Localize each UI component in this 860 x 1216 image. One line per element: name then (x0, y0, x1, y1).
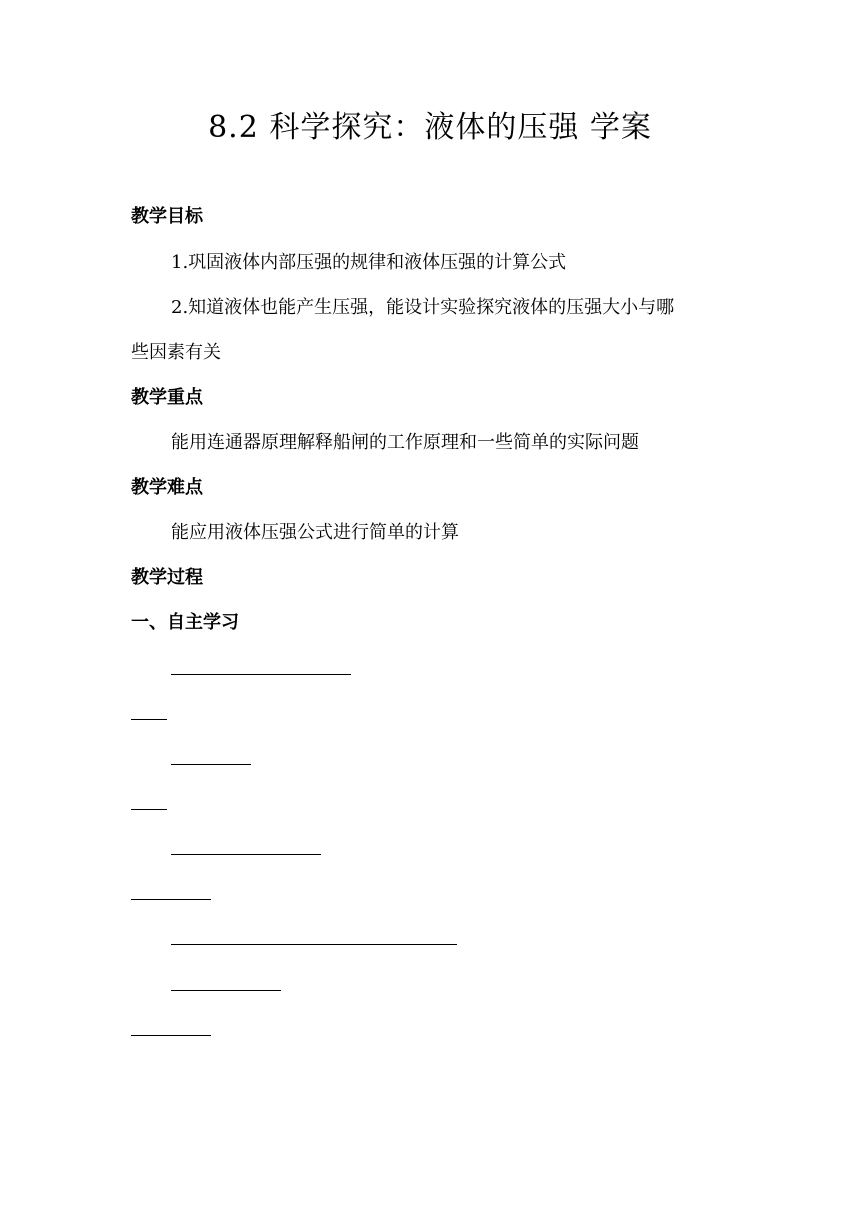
fill-blank[interactable] (171, 746, 251, 765)
fill-blank[interactable] (131, 791, 167, 810)
fill-blank[interactable] (171, 656, 351, 675)
fill-blank[interactable] (259, 926, 339, 945)
fill-blank[interactable] (171, 972, 281, 991)
goal-2-line-1: 2.知道液体也能产生压强，能设计实验探究液体的压强大小与哪 (171, 297, 675, 318)
fill-blank[interactable] (131, 881, 211, 900)
q1-line-2 (131, 701, 731, 729)
fill-blank[interactable] (171, 836, 243, 855)
q1-line-4 (131, 791, 731, 819)
process-heading: 教学过程 (131, 567, 203, 588)
fill-blank[interactable] (243, 836, 321, 855)
key-points-heading: 教学重点 (131, 387, 203, 408)
q2-line-1 (171, 836, 731, 864)
q1-line-1 (171, 656, 731, 684)
q3-line-1 (171, 972, 731, 1000)
fill-blank[interactable] (131, 1017, 211, 1036)
difficulties-heading: 教学难点 (131, 477, 203, 498)
difficulties-text: 能应用液体压强公式进行简单的计算 (171, 522, 459, 543)
q2-line-3 (171, 926, 731, 954)
goals-heading: 教学目标 (131, 206, 203, 227)
fill-blank[interactable] (131, 701, 167, 720)
key-points-text: 能用连通器原理解释船闸的工作原理和一些简单的实际问题 (171, 432, 639, 453)
fill-blank[interactable] (171, 926, 259, 945)
q3-line-2 (131, 1017, 731, 1045)
goal-1: 1.巩固液体内部压强的规律和液体压强的计算公式 (171, 252, 567, 273)
part-1-heading: 一、自主学习 (131, 612, 239, 633)
q2-line-2 (131, 881, 731, 909)
fill-blank[interactable] (339, 926, 457, 945)
q1-line-3 (171, 746, 731, 774)
document-title: 8.2 科学探究：液体的压强 学案 (208, 110, 652, 145)
goal-2-line-2: 些因素有关 (131, 342, 221, 363)
